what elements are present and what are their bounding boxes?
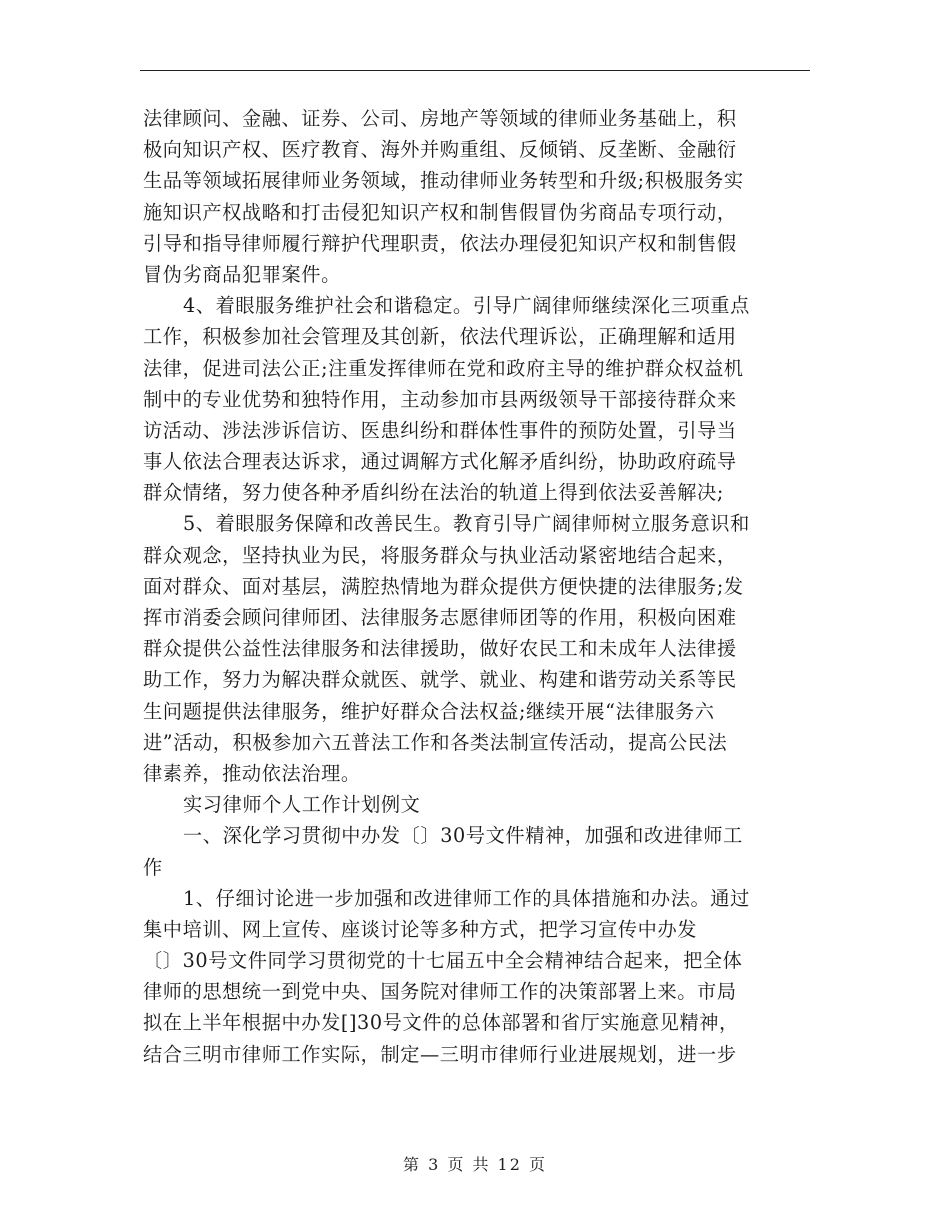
text-line: 集中培训、网上宣传、座谈讨论等多种方式，把学习宣传中办发 (143, 917, 698, 941)
text-line: 面对群众、面对基层，满腔热情地为群众提供方便快捷的法律服务;发 (143, 574, 744, 598)
text-line: 群众情绪，努力使各种矛盾纠纷在法治的轨道上得到依法妥善解决; (143, 481, 724, 505)
text-line: 施知识产权战略和打击侵犯知识产权和制售假冒伪劣商品专项行动， (143, 200, 737, 224)
text-line: 法律顾问、金融、证券、公司、房地产等领域的律师业务基础上，积 (143, 107, 737, 130)
text-line: 制中的专业优势和独特作用，主动参加市县两级领导干部接待群众来 (143, 387, 737, 411)
text-line: 群众观念，坚持执业为民，将服务群众与执业活动紧密地结合起来， (143, 543, 737, 567)
text-line: 结合三明市律师工作实际，制定—三明市律师行业进展规划，进一步 (143, 1042, 737, 1066)
page-footer: 第 3 页 共 12 页 (403, 1155, 547, 1174)
text-line: 挥市消委会顾问律师团、法律服务志愿律师团等的作用，积极向困难 (143, 606, 737, 629)
text-line: 作 (143, 855, 163, 879)
text-line: 生品等领域拓展律师业务领域，推动律师业务转型和升级;积极服务实 (143, 169, 744, 193)
text-line: 5、着眼服务保障和改善民生。教育引导广阔律师树立服务意识和 (183, 512, 750, 536)
text-line: 4、着眼服务维护社会和谐稳定。引导广阔律师继续深化三项重点 (183, 294, 750, 318)
text-line: 实习律师个人工作计划例文 (183, 793, 421, 817)
text-line: 进”活动，积极参加六五普法工作和各类法制宣传活动，提高公民法 (143, 730, 728, 754)
text-line: 1、仔细讨论进一步加强和改进律师工作的具体措施和办法。通过 (183, 886, 750, 910)
text-line: 事人依法合理表达诉求，通过调解方式化解矛盾纠纷，协助政府疏导 (143, 450, 737, 474)
text-line: 一、深化学习贯彻中办发〔〕30号文件精神，加强和改进律师工 (183, 824, 743, 848)
text-line: 群众提供公益性法律服务和法律援助，做好农民工和未成年人法律援 (143, 637, 737, 661)
text-line: 助工作，努力为解决群众就医、就学、就业、构建和谐劳动关系等民 (143, 668, 737, 692)
text-line: 冒伪劣商品犯罪案件。 (143, 262, 341, 286)
text-line: 〔〕30号文件同学习贯彻党的十七届五中全会精神结合起来，把全体 (143, 949, 743, 973)
text-line: 律素养，推动依法治理。 (143, 761, 361, 785)
text-line: 拟在上半年根据中办发[]30号文件的总体部署和省厅实施意见精神， (143, 1011, 739, 1035)
document-body (143, 103, 813, 1070)
header-rule (140, 70, 810, 71)
text-line: 工作，积极参加社会管理及其创新，依法代理诉讼，正确理解和适用 (143, 325, 737, 349)
text-line: 法律，促进司法公正;注重发挥律师在党和政府主导的维护群众权益机 (143, 356, 744, 380)
text-line: 生问题提供法律服务，维护好群众合法权益;继续开展“法律服务六 (143, 699, 715, 723)
text-line: 极向知识产权、医疗教育、海外并购重组、反倾销、反垄断、金融衍 (143, 138, 737, 162)
text-line: 律师的思想统一到党中央、国务院对律师工作的决策部署上来。市局 (143, 980, 737, 1004)
text-line: 访活动、涉法涉诉信访、医患纠纷和群体性事件的预防处置，引导当 (143, 418, 737, 442)
text-line: 引导和指导律师履行辩护代理职责，依法办理侵犯知识产权和制售假 (143, 231, 737, 255)
